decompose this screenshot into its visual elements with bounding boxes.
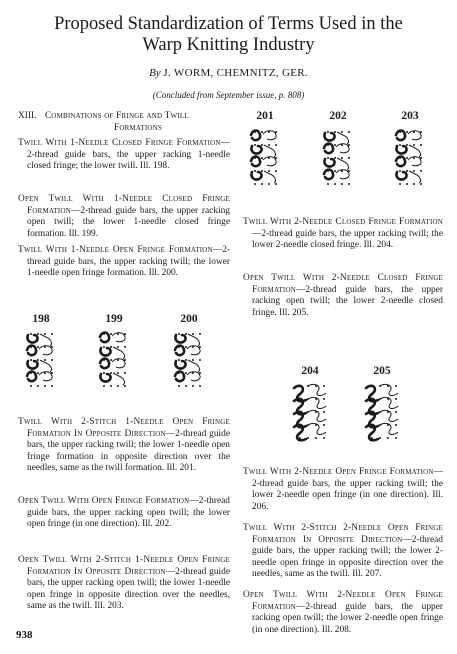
- needle-dot: [323, 385, 325, 387]
- paragraph-lead: Twill With 1-Needle Open Fringe Formation: [18, 245, 213, 255]
- figure-number-199: 199: [105, 313, 123, 325]
- needle-dot: [254, 183, 256, 185]
- needle-dot: [323, 411, 325, 413]
- needle-dot: [254, 170, 256, 172]
- needle-dot: [110, 333, 112, 335]
- paragraph-body: —2-thread guide bars, the upper racking twill; the lower 2-needle closed fringe. Ill. 204.: [252, 228, 443, 251]
- needle-dot: [30, 385, 32, 387]
- needle-dot: [110, 385, 112, 387]
- paragraph-ill-207: [243, 523, 443, 581]
- needle-dot: [178, 333, 180, 335]
- needle-dot: [379, 437, 381, 439]
- needle-dot: [348, 183, 350, 185]
- needle-dot: [51, 385, 53, 387]
- paragraph-lead: Twill With 2-Stitch 2-Needle Open Fringe Formation In Opposite Direction: [243, 523, 443, 545]
- needle-dot: [185, 346, 187, 348]
- thread-diagram: [366, 384, 398, 440]
- needle-dot: [51, 333, 53, 335]
- lapping-diagram-199: [97, 328, 131, 394]
- needle-dot: [275, 183, 277, 185]
- needle-dot: [124, 385, 126, 387]
- lower-bar-thread: [175, 335, 186, 381]
- needle-dot: [395, 398, 397, 400]
- needle-dot: [327, 157, 329, 159]
- needle-dot: [395, 437, 397, 439]
- paragraph-body: —2-thread guide bars, the upper racking twill; the lower 2-needle open fringe (in one direction). Ill. 206.: [252, 467, 443, 512]
- needle-dot: [334, 183, 336, 185]
- paragraph-ill-198: [18, 138, 230, 173]
- paragraph-ill-200: [18, 245, 230, 280]
- needle-dot: [30, 359, 32, 361]
- needle-dot: [261, 131, 263, 133]
- needle-dot: [420, 183, 422, 185]
- needle-dot: [110, 359, 112, 361]
- needle-dot: [30, 333, 32, 335]
- lapping-diagram-200: [172, 328, 206, 394]
- lower-bar-thread: [324, 133, 335, 179]
- needle-dot: [261, 157, 263, 159]
- paragraph-body: —2-thread guide bars, the upper racking twill; the lower 1-needle open fringe formation. Ill. 200.: [27, 245, 230, 279]
- needle-dot: [103, 346, 105, 348]
- needle-dot: [103, 385, 105, 387]
- needle-dot: [406, 157, 408, 159]
- needle-dot: [199, 333, 201, 335]
- upper-bar-thread: [263, 131, 276, 183]
- needle-dot: [192, 359, 194, 361]
- needle-dot: [268, 170, 270, 172]
- needle-dot: [124, 346, 126, 348]
- needle-dot: [124, 372, 126, 374]
- byline: [0, 67, 457, 79]
- needle-dot: [420, 170, 422, 172]
- needle-dot: [341, 157, 343, 159]
- lapping-diagram-202: [321, 126, 355, 192]
- figure-number-198: 198: [32, 313, 50, 325]
- needle-dot: [185, 372, 187, 374]
- continuation-note: (Concluded from September issue, p. 808): [152, 90, 305, 100]
- needle-dot: [399, 183, 401, 185]
- needle-dot: [323, 424, 325, 426]
- thread-diagram: [27, 333, 53, 387]
- needle-dot: [307, 437, 309, 439]
- needle-dot: [268, 144, 270, 146]
- needle-dot: [348, 131, 350, 133]
- needle-dot: [413, 170, 415, 172]
- needle-dot: [395, 424, 397, 426]
- lapping-diagram-198: [24, 328, 58, 394]
- lapping-diagram-203: [393, 126, 427, 192]
- needle-dot: [192, 333, 194, 335]
- paragraph-lead: Twill With 2-Needle Open Fringe Formation: [243, 467, 434, 477]
- needle-dot: [315, 437, 317, 439]
- page-number: 938: [16, 629, 33, 641]
- paragraph-ill-202: [18, 496, 230, 531]
- paragraph-body: —2-thread guide bars, the upper racking open twill; the lower 1-needle open fringe in opposite direction over the needles, same as the twill. Ill. 203.: [27, 566, 231, 612]
- paragraph-body: —2-thread guide bars, the upper racking open twill; the lower 2-needle open fringe (in one direction). Ill. 208.: [252, 601, 443, 635]
- figure-number-205: 205: [373, 365, 391, 377]
- needle-dot: [341, 131, 343, 133]
- needle-dot: [341, 183, 343, 185]
- upper-bar-thread: [408, 131, 421, 183]
- paragraph-lead: Twill With 2-Stitch 1-Needle Open Fringe Formation In Opposite Direction: [18, 417, 230, 439]
- lower-bar-thread: [100, 333, 111, 382]
- upper-bar-thread: [112, 333, 125, 385]
- needle-dot: [44, 385, 46, 387]
- paragraph-ill-201: [18, 417, 230, 475]
- needle-dot: [117, 372, 119, 374]
- needle-dot: [399, 144, 401, 146]
- needle-dot: [199, 359, 201, 361]
- paragraph-lead: Open Twill With 1-Needle Closed Fringe Formation: [18, 194, 230, 216]
- needle-dot: [334, 170, 336, 172]
- needle-dot: [51, 359, 53, 361]
- needle-dot: [117, 346, 119, 348]
- lower-bar-thread: [294, 386, 306, 440]
- needle-dot: [44, 359, 46, 361]
- needle-dot: [327, 131, 329, 133]
- needle-dot: [185, 385, 187, 387]
- needle-dot: [254, 144, 256, 146]
- paragraph-body: —2-thread guide bars, the upper racking twill; the lower 1-needle open fringe formation in opposite direction over the needles, same as the twill formation. Ill. 201.: [27, 428, 231, 474]
- figure-number-203: 203: [401, 110, 419, 122]
- section-heading-line-1: Combinations of Fringe and Twill: [44, 111, 189, 121]
- lapping-diagram-205: [362, 380, 402, 446]
- thread-diagram: [251, 131, 277, 186]
- needle-dot: [420, 144, 422, 146]
- paragraph-ill-205: [243, 273, 443, 319]
- needle-dot: [178, 359, 180, 361]
- needle-dot: [323, 437, 325, 439]
- needle-dot: [37, 372, 39, 374]
- lower-bar-thread: [366, 386, 378, 440]
- byline-by: By: [149, 67, 161, 79]
- needle-dot: [199, 385, 201, 387]
- lower-bar-thread: [396, 131, 407, 180]
- thread-diagram: [294, 384, 326, 440]
- section-heading: [18, 111, 228, 134]
- upper-bar-thread: [308, 384, 326, 434]
- thread-diagram: [175, 333, 201, 387]
- paragraph-lead: Twill With 2-Needle Closed Fringe Formation: [243, 217, 443, 227]
- paragraph-body: —2-thread guide bars, the upper racking open twill; the lower 2-needle closed fringe. Ill. 205.: [252, 284, 443, 318]
- thread-diagram: [396, 131, 422, 186]
- thread-diagram: [100, 333, 126, 388]
- paragraph-lead: Open Twill With 2-Needle Open Fringe Formation: [243, 590, 443, 612]
- needle-dot: [327, 183, 329, 185]
- needle-dot: [178, 385, 180, 387]
- paragraph-ill-208: [243, 590, 443, 636]
- figure-number-201: 201: [256, 110, 274, 122]
- lower-bar-thread: [251, 131, 262, 180]
- paragraph-body: —2-thread guide bars, the upper racking open twill; the lower open fringe (in one direction). Ill. 202.: [27, 496, 230, 530]
- paragraph-ill-206: [243, 467, 443, 513]
- lapping-diagram-201: [248, 126, 282, 192]
- upper-bar-thread: [380, 384, 398, 434]
- paragraph-ill-199: [18, 194, 230, 240]
- paragraph-body: —2-thread guide bars, the upper racking 1-needle closed fringe; the lower twill. Ill. 198.: [27, 138, 230, 172]
- needle-dot: [192, 385, 194, 387]
- needle-dot: [387, 437, 389, 439]
- figure-number-204: 204: [301, 365, 319, 377]
- article-title-line-1: Proposed Standardization of Terms Used in the: [54, 14, 403, 34]
- needle-dot: [261, 183, 263, 185]
- paragraph-lead: Open Twill With 2-Stitch 1-Needle Open Fringe Formation In Opposite Direction: [18, 555, 230, 577]
- needle-dot: [275, 170, 277, 172]
- byline-author: J. WORM, CHEMNITZ, GER.: [163, 67, 308, 79]
- paragraph-lead: Twill With 1-Needle Closed Fringe Formation: [18, 138, 221, 148]
- paragraph-body: —2-thread guide bars, the upper racking open twill; the lower 1-needle closed fringe formation. Ill. 199.: [27, 205, 230, 239]
- thread-diagram: [324, 131, 350, 185]
- section-heading-line-2: Formations: [113, 122, 163, 133]
- paragraph-ill-204: [243, 217, 443, 252]
- needle-dot: [323, 398, 325, 400]
- needle-dot: [399, 170, 401, 172]
- needle-dot: [334, 144, 336, 146]
- paragraph-lead: Open Twill With Open Fringe Formation: [18, 496, 190, 506]
- needle-dot: [406, 131, 408, 133]
- paragraph-body: —2-thread guide bars, the upper racking twill; the lower 2-needle open fringe in opposite direction over the needles, same as the twill. Ill. 207.: [252, 534, 443, 580]
- figure-number-202: 202: [329, 110, 347, 122]
- needle-dot: [37, 385, 39, 387]
- article-title-line-2: Warp Knitting Industry: [142, 35, 315, 55]
- needle-dot: [275, 144, 277, 146]
- needle-dot: [406, 183, 408, 185]
- needle-dot: [268, 183, 270, 185]
- needle-dot: [395, 411, 397, 413]
- figure-number-200: 200: [180, 313, 198, 325]
- needle-dot: [413, 183, 415, 185]
- needle-dot: [413, 144, 415, 146]
- needle-dot: [37, 346, 39, 348]
- section-number: XIII.: [18, 111, 37, 121]
- needle-dot: [348, 157, 350, 159]
- lapping-diagram-204: [290, 380, 330, 446]
- needle-dot: [103, 372, 105, 374]
- lower-bar-thread: [27, 335, 38, 381]
- needle-dot: [117, 385, 119, 387]
- needle-dot: [44, 333, 46, 335]
- needle-dot: [395, 385, 397, 387]
- paragraph-ill-203: [18, 555, 230, 613]
- paragraph-lead: Open Twill With 2-Needle Closed Fringe Formation: [243, 273, 443, 295]
